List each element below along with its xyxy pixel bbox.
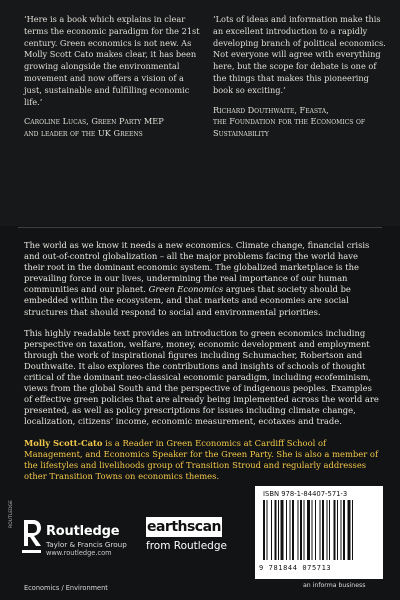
barcode-bar	[304, 500, 305, 560]
endorsements-section	[0, 0, 400, 226]
informa-text: an informa business	[303, 582, 366, 589]
category-label: Economics / Environment	[24, 584, 108, 592]
quote-text: ‘Lots of ideas and information make this an excellent introduction to a rapidly developing branch of political economics. Not everyone will agree with everything here, but the scope for debate is one of the things that makes this pioneering book so exciting.’	[213, 14, 386, 95]
barcode-bar	[307, 500, 310, 560]
barcode-bar	[263, 500, 265, 560]
section-divider	[18, 227, 382, 228]
blurb-paragraph-1	[24, 240, 379, 318]
endorsement-quote-2	[213, 14, 387, 140]
barcode-bar	[329, 500, 330, 560]
barcode-bar	[275, 500, 277, 560]
author-bio-text: is a Reader in Green Economics at Cardiff School of Management, and Economics Speaker for the Green Party. She is also a member of the lifestyles and livelihoods group of Transition Stroud and regularly addresses other Transition Towns on economics themes.	[24, 437, 379, 481]
quote-attribution: Caroline Lucas, Green Party MEP	[24, 116, 164, 127]
blurb-section	[24, 240, 379, 482]
barcode-bar	[286, 500, 287, 560]
barcode-bar	[337, 500, 338, 560]
barcode-bar	[298, 500, 299, 560]
barcode-bar	[271, 500, 272, 560]
barcode-bar	[315, 500, 316, 560]
barcode-digits: 9 781844 075713	[259, 564, 332, 572]
blurb-paragraph-2: This highly readable text provides an introduction to green economics including perspective on taxation, welfare, money, economic development and employment through the work of inspirational figures including Schumacher, Robertson and Douthwaite. It also explores the contributions and insights of schools of thought critical of the dominant neo-classical economic paradigm, including ecofeminism, views from the global South and the perspective of indigenous peoples. Examples of effective green policies that are already being implemented across the world are presented, as well as policy prescriptions for issues including climate change, localization, citizens’ income, economic measurement, ecotaxes and trade.	[24, 327, 379, 427]
blurb-text: argues that society should be embedded within the ecosystem, and that markets and economies are social structures that should respond to social and environmental priorities.	[24, 284, 351, 317]
earthscan-logo: earthscan	[146, 519, 222, 535]
blurb-text: The world as we know it needs a new economics. Climate change, financial crisis and out-of-control globalization – all the major problems facing the world have their root in the dominant economic system. The globalized marketplace is the prevailing force in our lives, undermining the real importance of our human communities and our planet.	[24, 240, 370, 295]
isbn-label: ISBN 978-1-84407-571-3	[263, 490, 348, 498]
publisher-group: Taylor & Francis Group	[46, 540, 127, 549]
barcode-bar	[300, 500, 302, 560]
quote-attribution: and leader of the UK Greens	[24, 128, 143, 139]
barcode-bar	[312, 500, 313, 560]
isbn-barcode	[255, 486, 383, 579]
barcode-bar	[341, 500, 342, 560]
publisher-name: Routledge	[46, 524, 120, 539]
author-name: Molly Scott-Cato	[24, 437, 103, 448]
barcode-bar	[352, 500, 353, 560]
routledge-publisher	[46, 524, 127, 557]
publisher-url: www.routledge.com	[46, 549, 112, 557]
barcode-bar	[334, 500, 336, 560]
routledge-logo-icon	[18, 514, 44, 558]
barcode-bar	[281, 500, 284, 560]
author-bio	[24, 438, 379, 482]
barcode-bar	[320, 500, 321, 560]
quote-attribution: Richard Douthwaite, Feasta,	[213, 104, 329, 115]
book-title-italic: Green Economics	[148, 284, 224, 295]
quote-attribution: the Foundation for the Economics of Sustainability	[213, 116, 366, 139]
endorsement-quote-1	[24, 14, 200, 140]
barcode-bar	[348, 500, 351, 560]
barcode-bar	[267, 500, 268, 560]
barcode-bar	[343, 500, 345, 560]
quote-text: ‘Here is a book which explains in clear terms the economic paradigm for the 21st century. Green economics is not new. As Molly Scott Cato makes clear, it has been growing alongside the environmental movement and now offers a vision of a just, sustainable and fulfilling economic life.’	[24, 14, 200, 107]
barcode-icon	[263, 500, 375, 560]
barcode-bar	[292, 500, 294, 560]
earthscan-sub: from Routledge	[146, 540, 227, 552]
barcode-bar	[290, 500, 291, 560]
barcode-bar	[322, 500, 324, 560]
routledge-vertical-text: ROUTLEDGE	[9, 500, 14, 528]
barcode-bar	[327, 500, 328, 560]
barcode-bar	[278, 500, 279, 560]
